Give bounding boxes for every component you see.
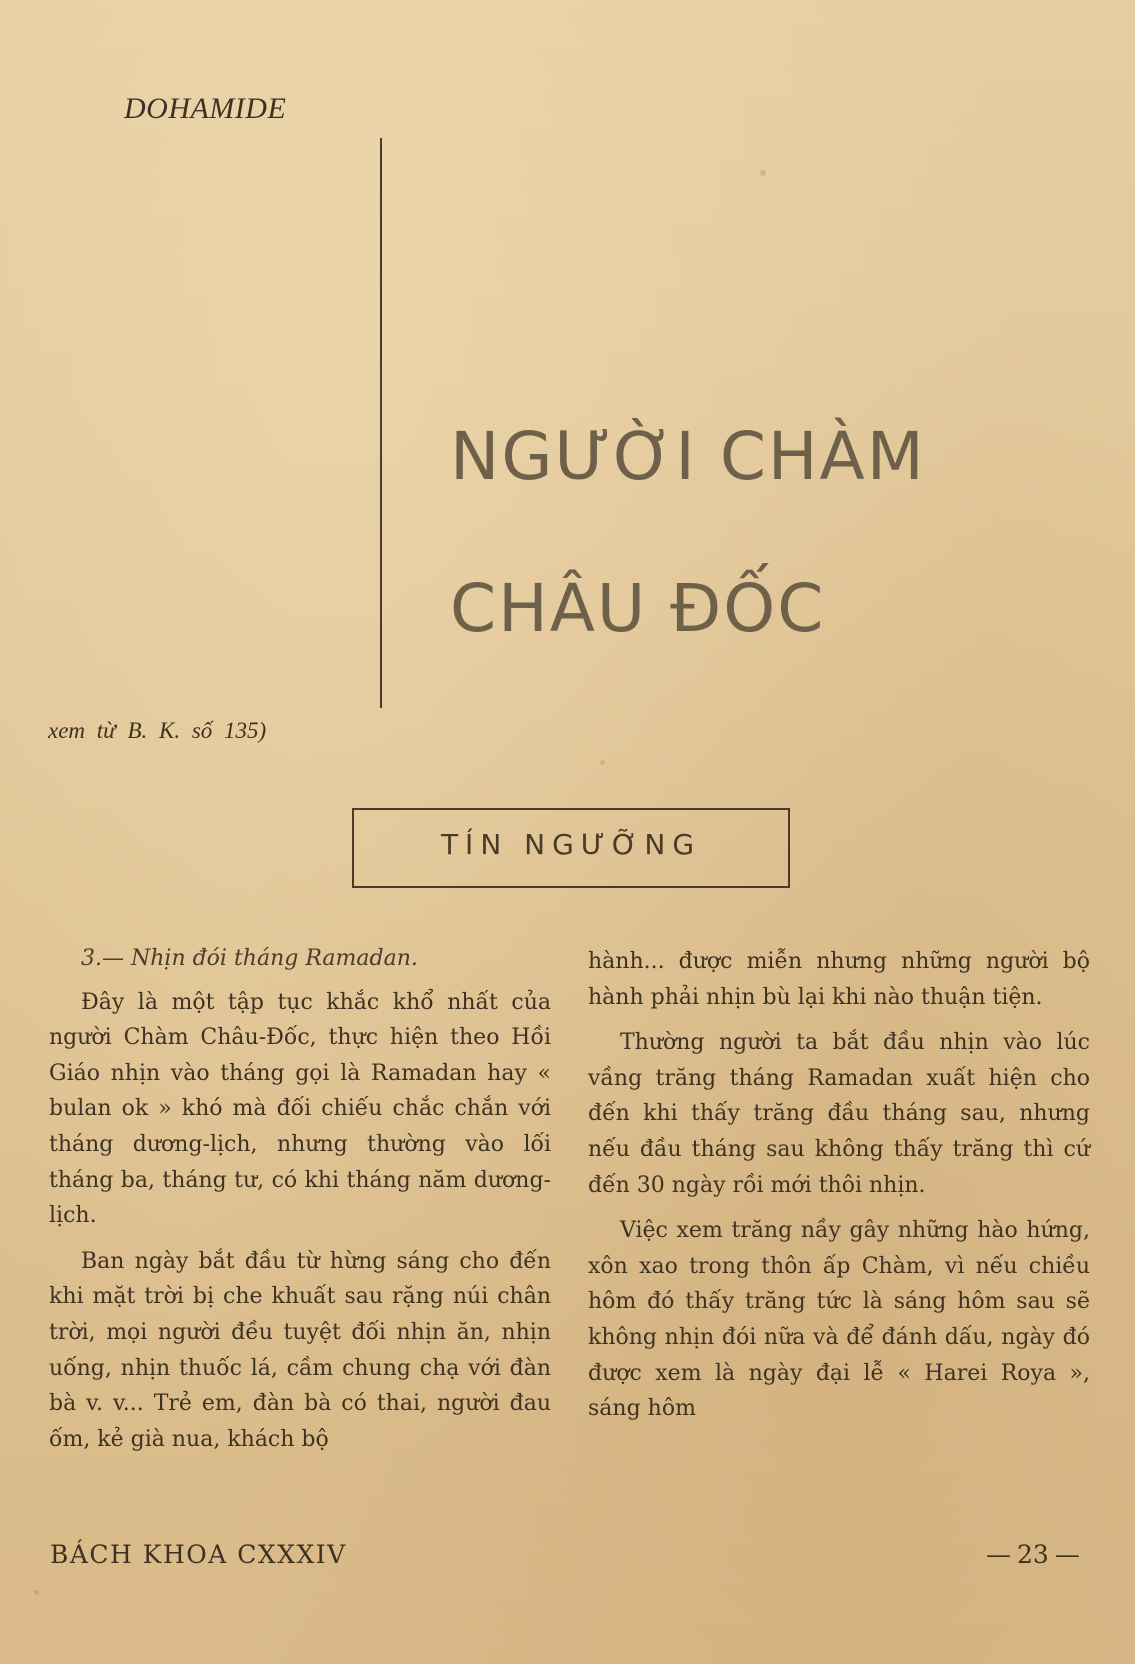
paragraph: Thường người ta bắt đầu nhịn vào lúc vầng trăng tháng Ramadan xuất hiện cho đến khi thấy trăng đầu tháng sau, nhưng nếu đầu tháng sau không thấy trăng thì cứ đến 30 ngày rồi mới thôi nhịn. [588, 1030, 1090, 1198]
title-divider-rule [380, 138, 382, 708]
continuation-note: xem từ B. K. số 135) [48, 718, 267, 743]
paper-spot [760, 170, 766, 176]
paper-spot [34, 1590, 39, 1595]
footer-dash-left: — [986, 1540, 1011, 1569]
page-number-footer [980, 1540, 1086, 1569]
paragraph: Việc xem trăng nầy gây những hào hứng, xôn xao trong thôn ấp Chàm, vì nếu chiều hôm đó thấy trăng tức là sáng hôm sau sẽ không nhịn đói nữa và để đánh dấu, ngày đó được xem là ngày đại lễ « Harei Roya », sáng hôm [588, 1218, 1090, 1422]
paper-spot [600, 760, 605, 765]
section-heading-box [352, 808, 790, 888]
section-heading: TÍN NGƯỠNG [440, 828, 702, 861]
author-name: DOHAMIDE [124, 92, 287, 125]
paragraph: hành... được miễn nhưng những người bộ hành phải nhịn bù lại khi nào thuận tiện. [588, 949, 1090, 1010]
left-text-column [49, 941, 551, 1467]
page-number: 23 [1017, 1540, 1049, 1569]
paragraph: Ban ngày bắt đầu từ hừng sáng cho đến khi mặt trời bị che khuất sau rặng núi chân trời, mọi người đều tuyệt đối nhịn ăn, nhịn uống, nhịn thuốc lá, cầm chung chạ với đàn bà v. v... Trẻ em, đàn bà có thai, người đau ốm, kẻ già nua, khách bộ [49, 1248, 551, 1452]
subsection-heading: 3.— Nhịn đói tháng Ramadan. [81, 946, 418, 971]
article-title-line-1: NGƯỜI CHÀM [450, 418, 926, 495]
footer-dash-right: — [1054, 1540, 1080, 1569]
paragraph: Đây là một tập tục khắc khổ nhất của người Chàm Châu-Đốc, thực hiện theo Hồi Giáo nhịn vào tháng gọi là Ramadan hay « bulan ok » khó mà đối chiếu chắc chắn với tháng dương-lịch, nhưng thường vào lối tháng ba, tháng tư, có khi tháng năm dương-lịch. [49, 989, 551, 1229]
right-text-column [588, 944, 1090, 1437]
article-title-line-2: CHÂU ĐỐC [450, 570, 826, 647]
publication-footer: BÁCH KHOA CXXXIV [50, 1540, 347, 1569]
